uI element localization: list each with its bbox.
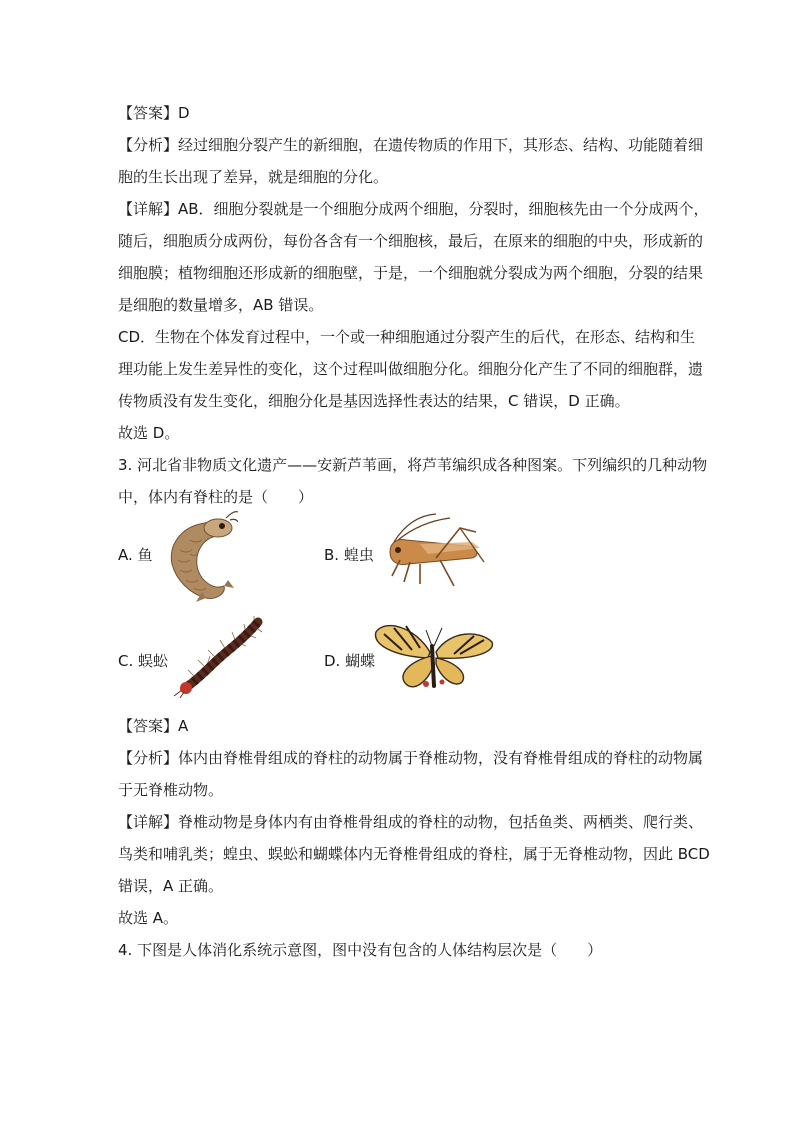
option-b-label: B. 蝗虫 bbox=[324, 546, 374, 564]
q3-analysis-line-1: 【分析】体内由脊椎骨组成的脊柱的动物属于脊椎动物，没有脊椎骨组成的脊柱的动物属 bbox=[118, 749, 704, 767]
q2-detail-line-7: 传物质没有发生变化，细胞分化是基因选择性表达的结果，C 错误，D 正确。 bbox=[118, 392, 630, 410]
q3-answer: 【答案】A bbox=[118, 717, 189, 735]
q4-stem: 4. 下图是人体消化系统示意图，图中没有包含的人体结构层次是（ ） bbox=[118, 941, 603, 959]
butterfly-icon bbox=[372, 616, 496, 696]
q2-analysis-line-2: 胞的生长出现了差异，就是细胞的分化。 bbox=[118, 168, 389, 186]
q3-stem-line-2: 中，体内有脊柱的是（ ） bbox=[118, 488, 314, 506]
fish-icon bbox=[160, 510, 238, 602]
q3-analysis-line-2: 于无脊椎动物。 bbox=[118, 781, 224, 799]
q2-conclusion: 故选 D。 bbox=[118, 424, 180, 442]
q3-detail-line-2: 鸟类和哺乳类；蝗虫、蜈蚣和蝴蝶体内无脊椎骨组成的脊柱，属于无脊椎动物，因此 BCD bbox=[118, 845, 710, 863]
option-c-label: C. 蜈蚣 bbox=[118, 652, 169, 670]
option-a-label: A. 鱼 bbox=[118, 546, 153, 564]
q3-detail-line-1: 【详解】脊椎动物是身体内有由脊椎骨组成的脊柱的动物，包括鱼类、两栖类、爬行类、 bbox=[118, 813, 704, 831]
q2-detail-line-3: 细胞膜；植物细胞还形成新的细胞壁，于是，一个细胞就分裂成为两个细胞，分裂的结果 bbox=[118, 264, 704, 282]
q3-stem-line-1: 3. 河北省非物质文化遗产——安新芦苇画，将芦苇编织成各种图案。下列编织的几种动物 bbox=[118, 456, 708, 474]
q2-detail-line-1: 【详解】AB．细胞分裂就是一个细胞分成两个细胞，分裂时，细胞核先由一个分成两个， bbox=[118, 200, 709, 218]
grasshopper-icon bbox=[380, 512, 490, 590]
centipede-icon bbox=[172, 612, 268, 698]
q2-detail-line-6: 理功能上发生差异性的变化，这个过程叫做细胞分化。细胞分化产生了不同的细胞群，遗 bbox=[118, 360, 704, 378]
q2-detail-line-4: 是细胞的数量增多，AB 错误。 bbox=[118, 296, 324, 314]
option-d-label: D. 蝴蝶 bbox=[324, 652, 376, 670]
q2-detail-line-5: CD．生物在个体发育过程中，一个或一种细胞通过分裂产生的后代，在形态、结构和生 bbox=[118, 328, 696, 346]
q2-detail-line-2: 随后，细胞质分成两份，每份各含有一个细胞核，最后，在原来的细胞的中央，形成新的 bbox=[118, 232, 704, 250]
q3-detail-line-3: 错误，A 正确。 bbox=[118, 877, 224, 895]
q2-answer: 【答案】D bbox=[118, 104, 190, 122]
q3-conclusion: 故选 A。 bbox=[118, 909, 179, 927]
q2-analysis-line-1: 【分析】经过细胞分裂产生的新细胞，在遗传物质的作用下，其形态、结构、功能随着细 bbox=[118, 136, 704, 154]
